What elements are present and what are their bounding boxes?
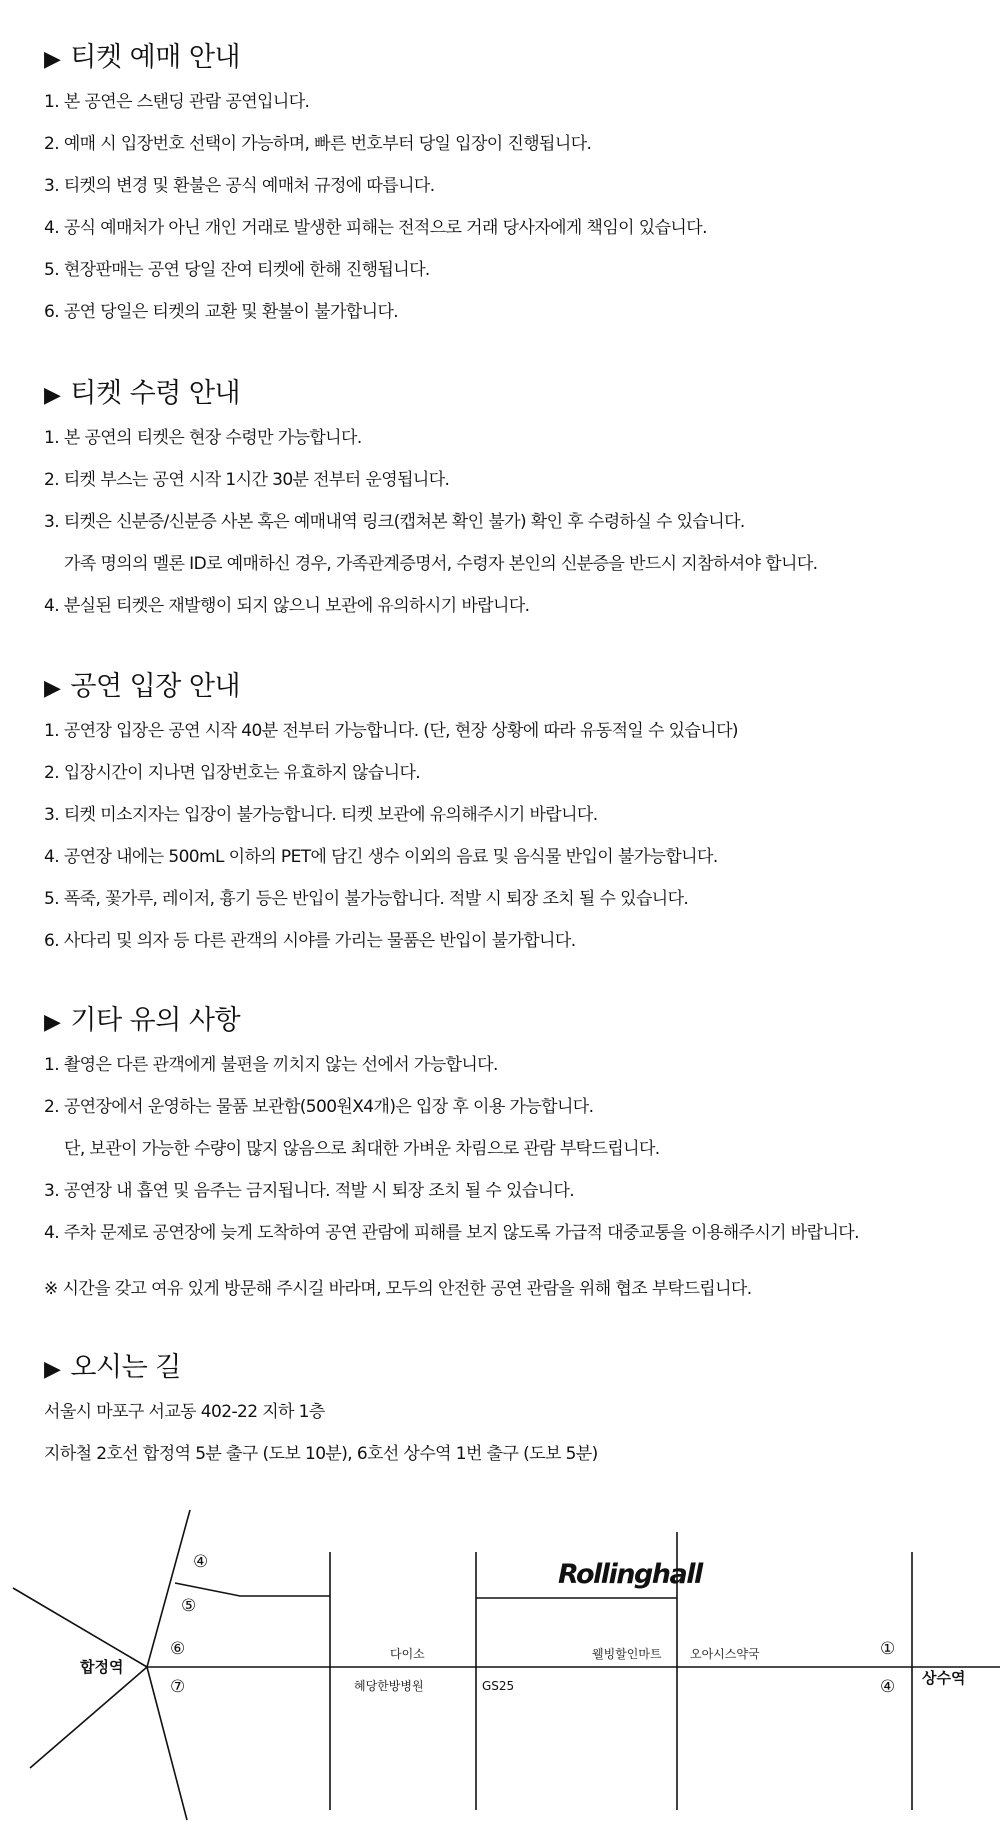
station-label-sangsu: 상수역 bbox=[922, 1669, 966, 1687]
list-item: 1. 본 공연은 스탠딩 관람 공연입니다. bbox=[44, 92, 310, 112]
list-item: 4. 공연장 내에는 500mL 이하의 PET에 담긴 생수 이외의 음료 및 음식물 반입이 불가능합니다. bbox=[44, 847, 718, 867]
section-heading: ▶ 공연 입장 안내 bbox=[44, 671, 241, 702]
place-label-pharmacy: 오아시스약국 bbox=[690, 1647, 760, 1661]
triangle-marker-icon: ▶ bbox=[44, 1010, 61, 1035]
list-item-continuation: 가족 명의의 멜론 ID로 예매하신 경우, 가족관계증명서, 수령자 본인의 신분증을 반드시 지참하셔야 합니다. bbox=[64, 554, 818, 574]
list-item: 4. 분실된 티켓은 재발행이 되지 않으니 보관에 유의하시기 바랍니다. bbox=[44, 596, 530, 616]
section-ticket-pickup bbox=[44, 376, 984, 637]
exit-number-marker: ④ bbox=[880, 1677, 896, 1697]
section-ticket-booking bbox=[44, 40, 984, 343]
road-branch bbox=[175, 1583, 330, 1596]
triangle-marker-icon: ▶ bbox=[44, 1357, 61, 1382]
list-item: 3. 티켓의 변경 및 환불은 공식 예매처 규정에 따릅니다. bbox=[44, 176, 435, 196]
place-label-hospital: 혜당한방병원 bbox=[354, 1679, 424, 1693]
location-map bbox=[0, 1500, 1000, 1830]
list-item: 4. 주차 문제로 공연장에 늦게 도착하여 공연 관람에 피해를 보지 않도록 가급적 대중교통을 이용해주시기 바랍니다. bbox=[44, 1223, 859, 1243]
list-item: 1. 촬영은 다른 관객에게 불편을 끼치지 않는 선에서 가능합니다. bbox=[44, 1055, 498, 1075]
road-northwest bbox=[13, 1588, 147, 1667]
road-southwest bbox=[30, 1667, 147, 1768]
list-item: 3. 티켓은 신분증/신분증 사본 혹은 예매내역 링크(캡쳐본 확인 불가) 확인 후 수령하실 수 있습니다. bbox=[44, 512, 745, 532]
triangle-marker-icon: ▶ bbox=[44, 676, 61, 701]
exit-number-marker: ⑤ bbox=[181, 1596, 197, 1616]
list-item: 4. 공식 예매처가 아닌 개인 거래로 발생한 피해는 전적으로 거래 당사자에게 책임이 있습니다. bbox=[44, 218, 707, 238]
map-roads bbox=[13, 1510, 1000, 1820]
section-heading: ▶ 기타 유의 사항 bbox=[44, 1005, 241, 1036]
section-heading: ▶ 티켓 수령 안내 bbox=[44, 378, 241, 409]
place-label-gs25: GS25 bbox=[482, 1679, 515, 1693]
list-item: 5. 현장판매는 공연 당일 잔여 티켓에 한해 진행됩니다. bbox=[44, 260, 430, 280]
subway-directions-text: 지하철 2호선 합정역 5분 출구 (도보 10분), 6호선 상수역 1번 출구 (도보 5분) bbox=[44, 1444, 598, 1464]
list-item: 5. 폭죽, 꽃가루, 레이저, 흉기 등은 반입이 불가능합니다. 적발 시 퇴장 조치 될 수 있습니다. bbox=[44, 889, 689, 909]
address-text: 서울시 마포구 서교동 402-22 지하 1층 bbox=[44, 1402, 325, 1422]
triangle-marker-icon: ▶ bbox=[44, 383, 61, 408]
list-item: 2. 입장시간이 지나면 입장번호는 유효하지 않습니다. bbox=[44, 763, 421, 783]
list-item: 2. 티켓 부스는 공연 시작 1시간 30분 전부터 운영됩니다. bbox=[44, 470, 450, 490]
exit-number-marker: ① bbox=[880, 1639, 896, 1659]
section-other-notes bbox=[44, 1003, 984, 1264]
list-item: 6. 사다리 및 의자 등 다른 관객의 시야를 가리는 물품은 반입이 불가합니다. bbox=[44, 931, 576, 951]
rollinghall-logo: Rollinghall bbox=[558, 1559, 702, 1590]
triangle-marker-icon: ▶ bbox=[44, 47, 61, 72]
place-label-mart: 웰빙할인마트 bbox=[592, 1647, 662, 1661]
list-item: 1. 본 공연의 티켓은 현장 수령만 가능합니다. bbox=[44, 428, 362, 448]
list-item: 2. 공연장에서 운영하는 물품 보관함(500원X4개)은 입장 후 이용 가능합니다. bbox=[44, 1097, 594, 1117]
exit-number-marker: ④ bbox=[193, 1552, 209, 1572]
list-item: 1. 공연장 입장은 공연 시작 40분 전부터 가능합니다. (단, 현장 상황에 따라 유동적일 수 있습니다) bbox=[44, 721, 738, 741]
list-item: 2. 예매 시 입장번호 선택이 가능하며, 빠른 번호부터 당일 입장이 진행됩니다. bbox=[44, 134, 592, 154]
section-heading: ▶ 오시는 길 bbox=[44, 1352, 181, 1383]
place-label-daiso: 다이소 bbox=[390, 1647, 425, 1661]
closing-note: ※ 시간을 갖고 여유 있게 방문해 주시길 바라며, 모두의 안전한 공연 관람을 위해 협조 부탁드립니다. bbox=[44, 1279, 752, 1299]
section-entry bbox=[44, 669, 984, 972]
section-heading: ▶ 티켓 예매 안내 bbox=[44, 42, 241, 73]
list-item: 3. 공연장 내 흡연 및 음주는 금지됩니다. 적발 시 퇴장 조치 될 수 있습니다. bbox=[44, 1181, 575, 1201]
section-directions bbox=[44, 1350, 984, 1485]
exit-number-marker: ⑥ bbox=[170, 1639, 186, 1659]
station-label-hapjeong: 합정역 bbox=[80, 1658, 124, 1676]
list-item-continuation: 단, 보관이 가능한 수량이 많지 않음으로 최대한 가벼운 차림으로 관람 부탁드립니다. bbox=[64, 1139, 660, 1159]
list-item: 3. 티켓 미소지자는 입장이 불가능합니다. 티켓 보관에 유의해주시기 바랍니다. bbox=[44, 805, 598, 825]
exit-number-marker: ⑦ bbox=[170, 1677, 186, 1697]
list-item: 6. 공연 당일은 티켓의 교환 및 환불이 불가합니다. bbox=[44, 302, 399, 322]
